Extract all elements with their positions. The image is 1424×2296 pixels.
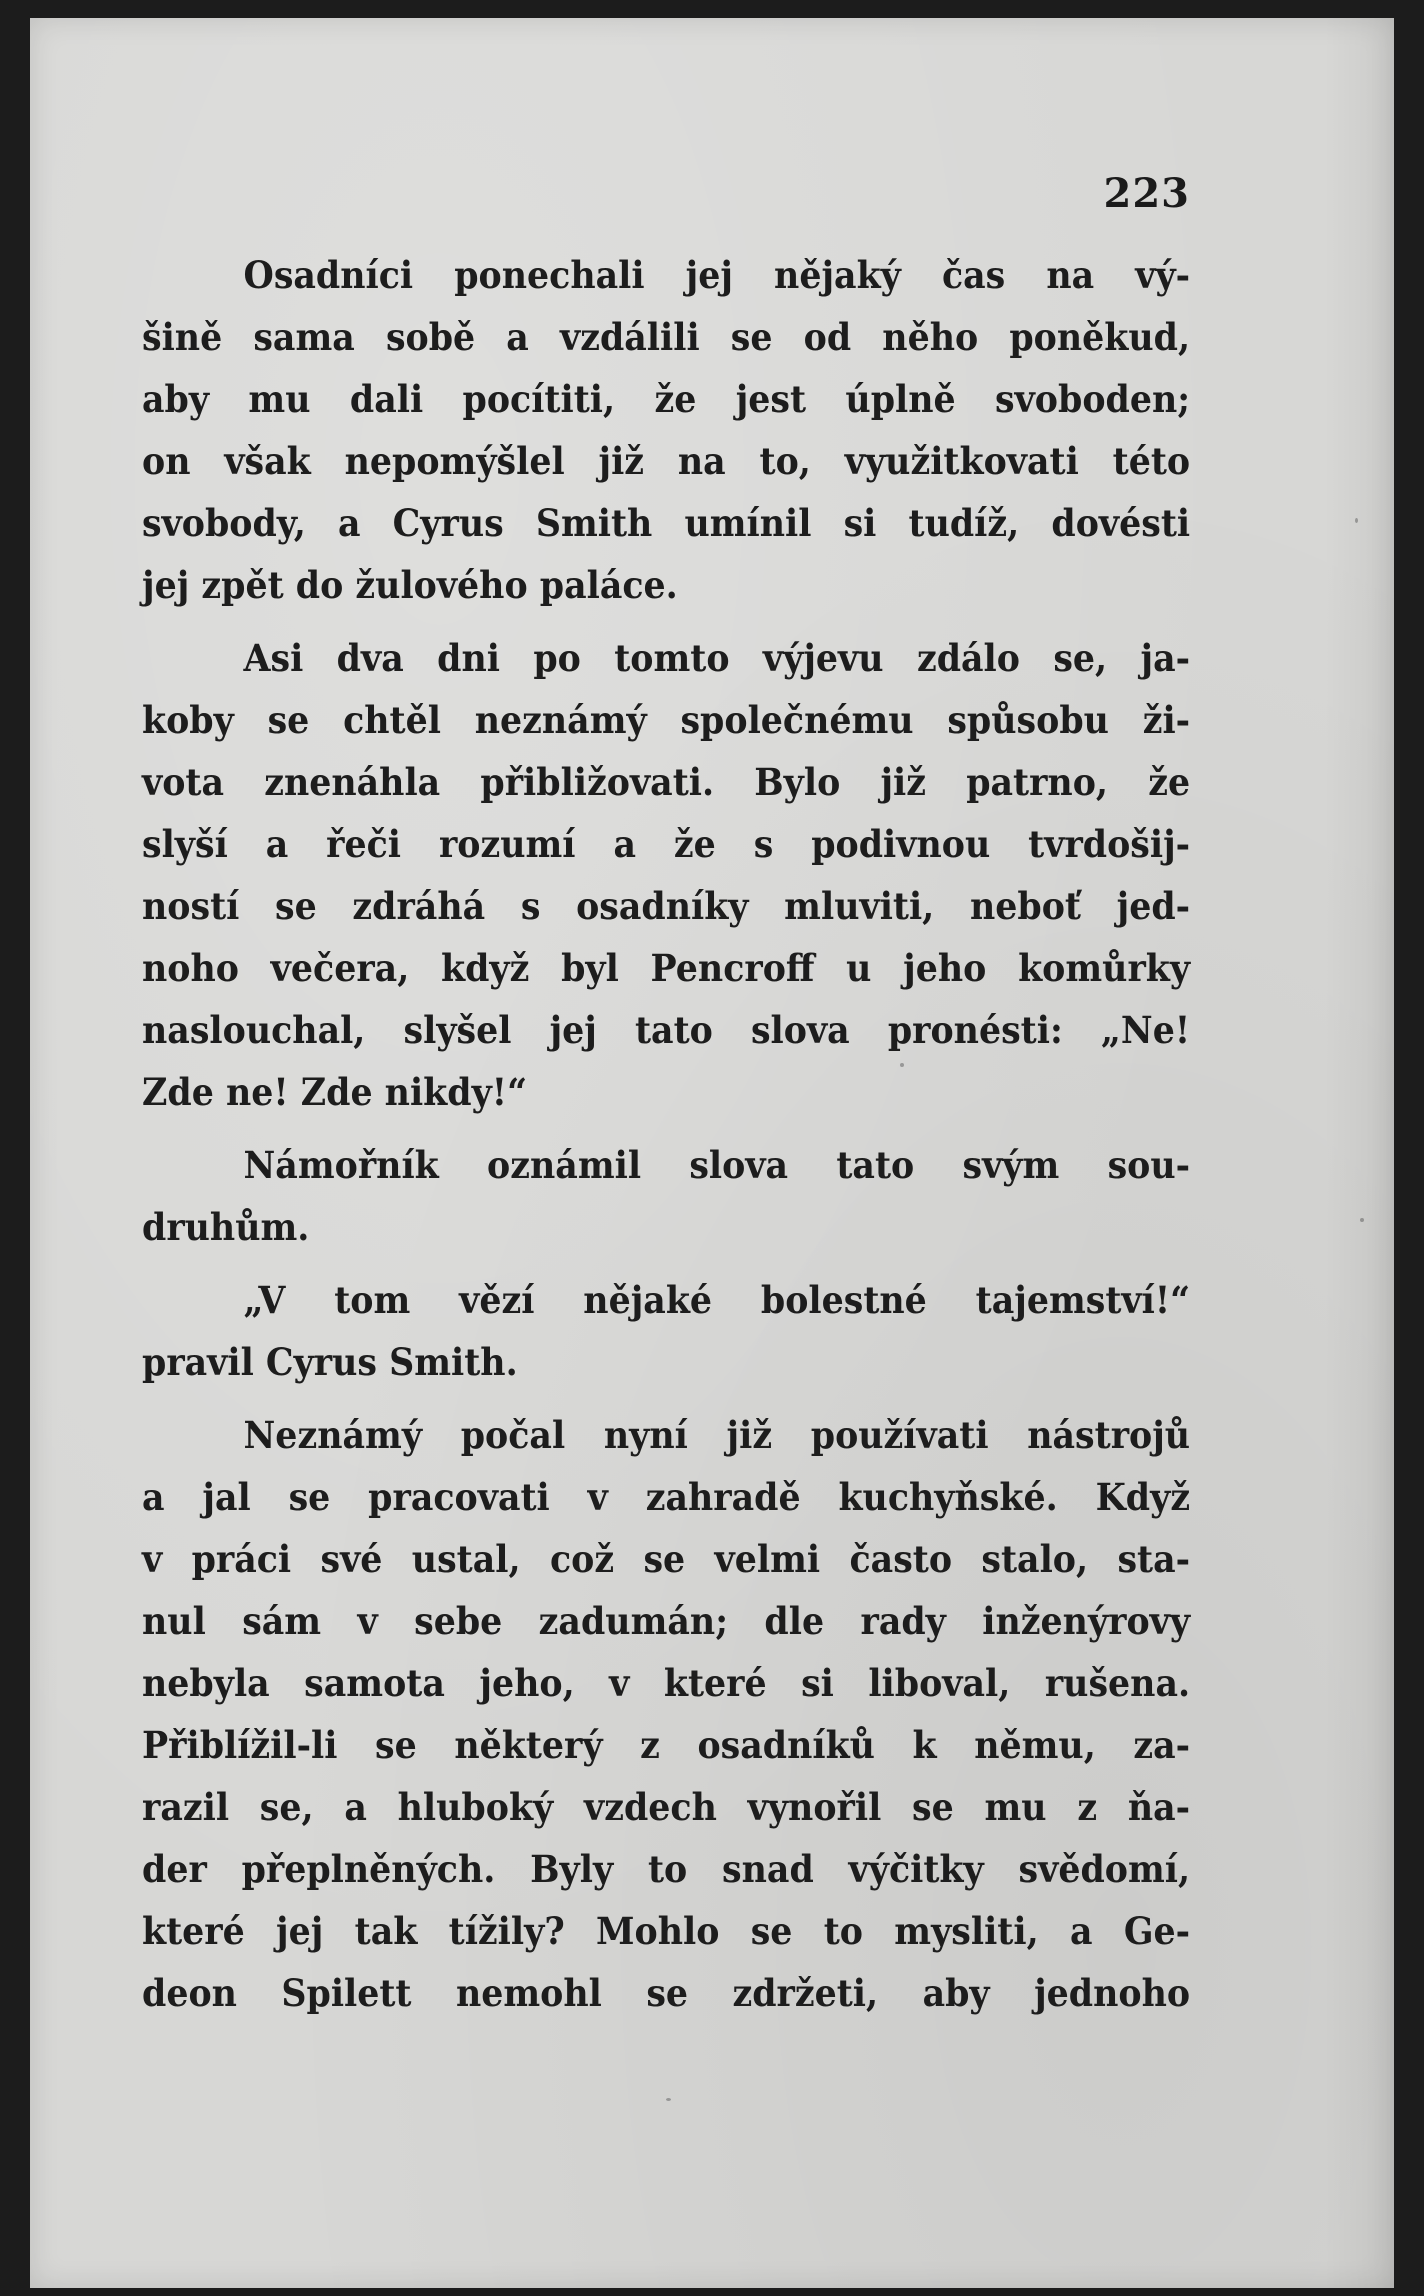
text-line: razil se, a hluboký vzdech vynořil se mu z ňa-: [142, 1785, 1191, 1829]
text-line: der přeplněných. Byly to snad výčitky svědomí,: [142, 1847, 1191, 1891]
ink-speck: [666, 2098, 671, 2101]
paragraph-4: [142, 1269, 1190, 1393]
text-line: nebyla samota jeho, v které si liboval, rušena.: [142, 1661, 1191, 1705]
paragraph-3: [142, 1134, 1190, 1258]
text-line: ností se zdráhá s osadníky mluviti, neboť jed-: [142, 884, 1191, 928]
paragraph-1: [142, 244, 1190, 616]
page-edge-shadow: [1324, 18, 1394, 2288]
text-line: aby mu dali pocítiti, že jest úplně svoboden;: [142, 377, 1191, 421]
text-line: nul sám v sebe zadumán; dle rady inženýrovy: [142, 1599, 1191, 1643]
text-line: vota znenáhla přibližovati. Bylo již patrno, že: [142, 760, 1191, 804]
text-line: a jal se pracovati v zahradě kuchyňské. Když: [142, 1475, 1191, 1519]
text-line: naslouchal, slyšel jej tato slova pronésti: „Ne!: [142, 1008, 1191, 1052]
text-line: on však nepomýšlel již na to, využitkovati této: [142, 439, 1191, 483]
text-line: „V tom vězí nějaké bolestné tajemství!“: [243, 1278, 1191, 1322]
text-line: jej zpět do žulového paláce.: [142, 563, 678, 607]
body-text: [142, 244, 1190, 2035]
paragraph-2: [142, 627, 1190, 1123]
text-line: Neznámý počal nyní již používati nástrojů: [243, 1413, 1191, 1457]
text-line: Zde ne! Zde nikdy!“: [142, 1070, 528, 1114]
text-line: druhům.: [142, 1205, 310, 1249]
page-number: 223: [1103, 170, 1190, 217]
text-line: Asi dva dni po tomto výjevu zdálo se, ja-: [243, 636, 1191, 680]
text-line: které jej tak tížily? Mohlo se to mysliti, a Ge-: [142, 1909, 1191, 1953]
ink-speck: [1355, 518, 1358, 523]
ink-speck: [1360, 1218, 1364, 1222]
text-line: v práci své ustal, což se velmi často stalo, sta-: [142, 1537, 1191, 1581]
text-line: svobody, a Cyrus Smith umínil si tudíž, dovésti: [142, 501, 1191, 545]
text-line: šině sama sobě a vzdálili se od něho poněkud,: [142, 315, 1191, 359]
text-line: Osadníci ponechali jej nějaký čas na vý-: [243, 253, 1191, 297]
text-line: slyší a řeči rozumí a že s podivnou tvrdošij-: [142, 822, 1191, 866]
paragraph-5: [142, 1404, 1190, 2024]
text-line: deon Spilett nemohl se zdržeti, aby jednoho: [142, 1971, 1191, 2015]
text-line: pravil Cyrus Smith.: [142, 1340, 518, 1384]
text-line: Námořník oznámil slova tato svým sou-: [243, 1143, 1191, 1187]
text-line: Přiblížil-li se některý z osadníků k němu, za-: [142, 1723, 1191, 1767]
text-line: koby se chtěl neznámý společnému spůsobu ži-: [142, 698, 1191, 742]
text-line: noho večera, když byl Pencroff u jeho komůrky: [142, 946, 1191, 990]
